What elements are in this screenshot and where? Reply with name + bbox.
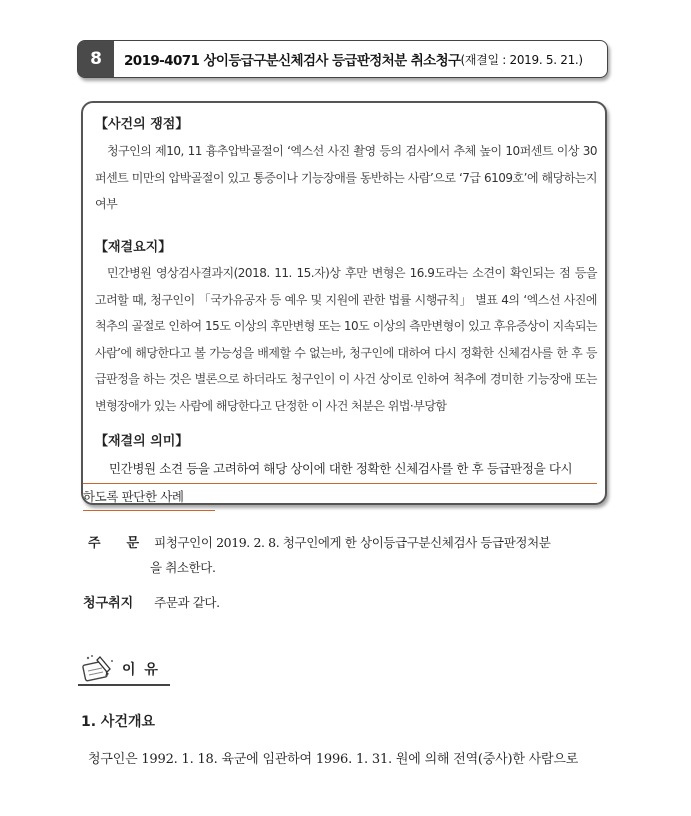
section-1-heading: 1. 사건개요 xyxy=(81,714,156,730)
order-label: 주 문 xyxy=(88,536,140,551)
order-continuation xyxy=(150,558,216,576)
case-summary-box xyxy=(81,101,607,505)
order-line-2: 을 취소한다. xyxy=(150,560,216,575)
issue-heading: 【사건의 쟁점】 xyxy=(95,117,189,132)
claim-row xyxy=(83,592,220,611)
reason-underline xyxy=(78,684,170,686)
meaning-heading: 【재결의 의미】 xyxy=(95,434,189,449)
order-line-1: 피청구인이 2019. 2. 8. 청구인에게 한 상이등급구분신체검사 등급판정처분 xyxy=(154,535,551,550)
case-title-bar xyxy=(77,40,608,78)
claim-text: 주문과 같다. xyxy=(154,595,220,610)
writing-hand-icon xyxy=(78,653,118,683)
claim-label: 청구취지 xyxy=(83,596,134,611)
case-title xyxy=(124,41,583,77)
issue-text: 청구인의 제10, 11 흉추압박골절이 ‘엑스선 사진 촬영 등의 검사에서 추체 높이 10퍼센트 이상 30퍼센트 미만의 압박골절이 있고 통증이나 기능장애를 동반하는 사람’으로 ‘7급 6109호’에 해당하는지 여부 xyxy=(95,144,597,211)
decision-date: (재결일 : 2019. 5. 21.) xyxy=(460,52,583,67)
section-1-text: 청구인은 1992. 1. 18. 육군에 임관하여 1996. 1. 31. 원에 의해 전역(중사)한 사람으로 xyxy=(88,752,579,767)
reason-heading: 이 유 xyxy=(122,662,160,678)
case-number-badge: 8 xyxy=(78,41,114,77)
gist-heading: 【재결요지】 xyxy=(95,240,172,255)
reason-heading-block xyxy=(78,653,170,687)
meaning-line-1: 민간병원 소견 등을 고려하여 해당 상이에 대한 정확한 신체검사를 한 후 등급판정을 다시 xyxy=(83,456,597,484)
gist-text: 민간병원 영상검사결과지(2018. 11. 15.자)상 후만 변형은 16.9도라는 소견이 확인되는 점 등을 고려할 때, 청구인이 「국가유공자 등 예우 및 지원에 관한 법률 시행규칙」 별표 4의 ‘엑스선 사진에 척추의 골절로 인하여 15도 이상의 후만변형 또는 10도 이상의 측만변형이 있고 후유증상이 지속되는 사람’에 해당한다고 볼 가능성을 배제할 수 없는바, 청구인에 대하여 다시 정확한 신체검사를 한 후 등급판정을 하는 것은 별론으로 하더라도 청구인이 이 사건 상이로 인하여 척추에 경미한 기능장애 또는 변형장애가 있는 사람에 해당한다고 단정한 이 사건 처분은 위법·부당함 xyxy=(95,266,597,413)
meaning-text xyxy=(83,456,597,511)
order-row xyxy=(88,532,550,551)
meaning-line-2: 하도록 판단한 사례 xyxy=(83,484,215,512)
case-title-main: 2019-4071 상이등급구분신체검사 등급판정처분 취소청구 xyxy=(124,53,461,69)
